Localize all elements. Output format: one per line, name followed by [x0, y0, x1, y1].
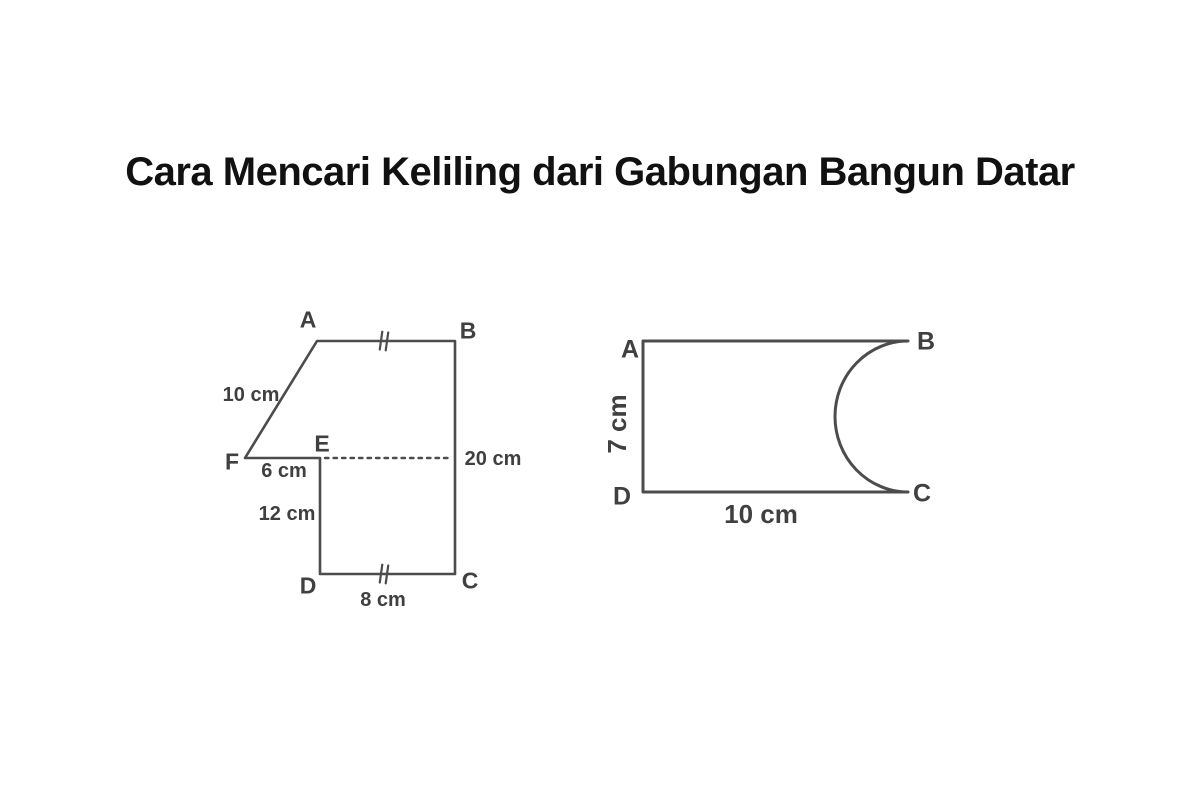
left-measure-dc-label: 8 cm	[360, 589, 406, 611]
right-vertex-d-label: D	[612, 482, 632, 511]
right-measure-dc-label: 10 cm	[724, 499, 798, 529]
left-vertex-a-label: A	[299, 306, 317, 333]
left-vertex-e-label: E	[314, 430, 330, 457]
page-title: Cara Mencari Keliling dari Gabungan Bangun Datar	[125, 150, 1075, 194]
left-measure-bc-label: 20 cm	[464, 448, 522, 470]
right-vertex-c-label: C	[912, 479, 932, 508]
left-vertex-d-label: D	[299, 572, 317, 599]
right-vertex-a-label: A	[620, 335, 640, 364]
right-figure-outline	[643, 341, 908, 492]
left-measure-fa-label: 10 cm	[222, 384, 280, 406]
right-vertex-b-label: B	[916, 327, 936, 356]
right-measure-ad-label: 7 cm	[602, 394, 632, 454]
left-measure-ed-label: 12 cm	[258, 503, 316, 525]
left-vertex-f-label: F	[224, 448, 240, 475]
left-vertex-b-label: B	[459, 317, 477, 344]
left-measure-fe-label: 6 cm	[261, 460, 307, 482]
left-vertex-c-label: C	[461, 567, 479, 594]
